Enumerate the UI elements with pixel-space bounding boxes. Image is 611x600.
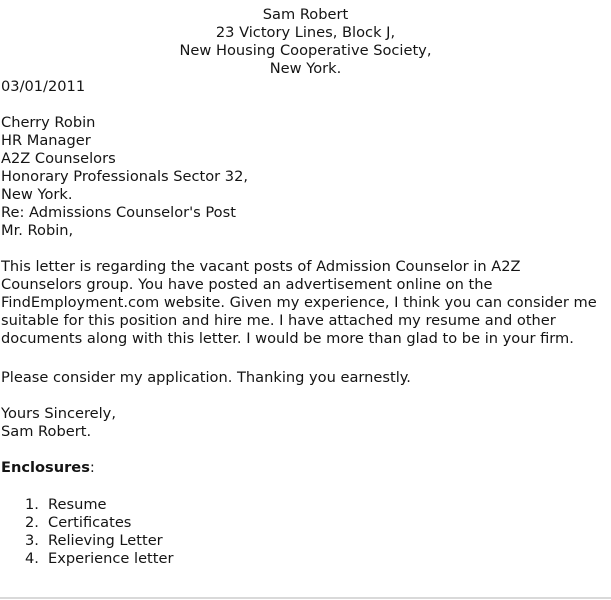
list-item-label: Certificates	[48, 514, 132, 531]
body-line: suitable for this position and hire me. I have attached my resume and other	[1, 312, 556, 329]
sender-city: New York.	[269, 60, 342, 77]
recipient-title: HR Manager	[1, 132, 91, 149]
page-bottom-divider	[0, 597, 611, 599]
enclosures-heading	[1, 459, 609, 477]
sender-address-line: New Housing Cooperative Society,	[179, 42, 432, 59]
sender-name: Sam Robert	[262, 6, 349, 23]
enclosures-heading-colon: :	[89, 459, 95, 476]
body-paragraph	[1, 258, 609, 348]
body-line: documents along with this letter. I would be more than glad to be in your firm.	[1, 330, 574, 347]
body-line: FindEmployment.com website. Given my experience, I think you can consider me	[1, 294, 597, 311]
closing-line: Please consider my application. Thanking you earnestly.	[1, 369, 411, 386]
sender-address-block	[0, 6, 611, 78]
enclosures-heading-text: Enclosures	[1, 459, 90, 476]
body-line: This letter is regarding the vacant posts of Admission Counselor in A2Z	[1, 258, 521, 275]
recipient-name: Cherry Robin	[1, 114, 96, 131]
list-item-number: 2.	[25, 514, 39, 531]
sender-address-line: 23 Victory Lines, Block J,	[215, 24, 396, 41]
enclosures-list	[0, 496, 300, 568]
letter-date: 03/01/2011	[1, 78, 86, 95]
list-item-number: 1.	[25, 496, 39, 513]
signoff-block	[1, 405, 609, 441]
recipient-city: New York.	[1, 186, 73, 203]
list-item-label: Resume	[48, 496, 107, 513]
list-item	[0, 496, 300, 514]
list-item-number: 4.	[25, 550, 39, 567]
list-item-label: Experience letter	[48, 550, 174, 567]
recipient-address: Honorary Professionals Sector 32,	[1, 168, 249, 185]
recipient-block	[1, 114, 609, 240]
recipient-company: A2Z Counselors	[1, 150, 116, 167]
valediction: Yours Sincerely,	[1, 405, 116, 422]
list-item-number: 3.	[25, 532, 39, 549]
list-item	[0, 550, 300, 568]
salutation: Mr. Robin,	[1, 222, 74, 239]
signature-name: Sam Robert.	[1, 423, 92, 440]
letter-subject: Re: Admissions Counselor's Post	[1, 204, 236, 221]
list-item-label: Relieving Letter	[48, 532, 163, 549]
body-line: Counselors group. You have posted an advertisement online on the	[1, 276, 493, 293]
list-item	[0, 514, 300, 532]
list-item	[0, 532, 300, 550]
